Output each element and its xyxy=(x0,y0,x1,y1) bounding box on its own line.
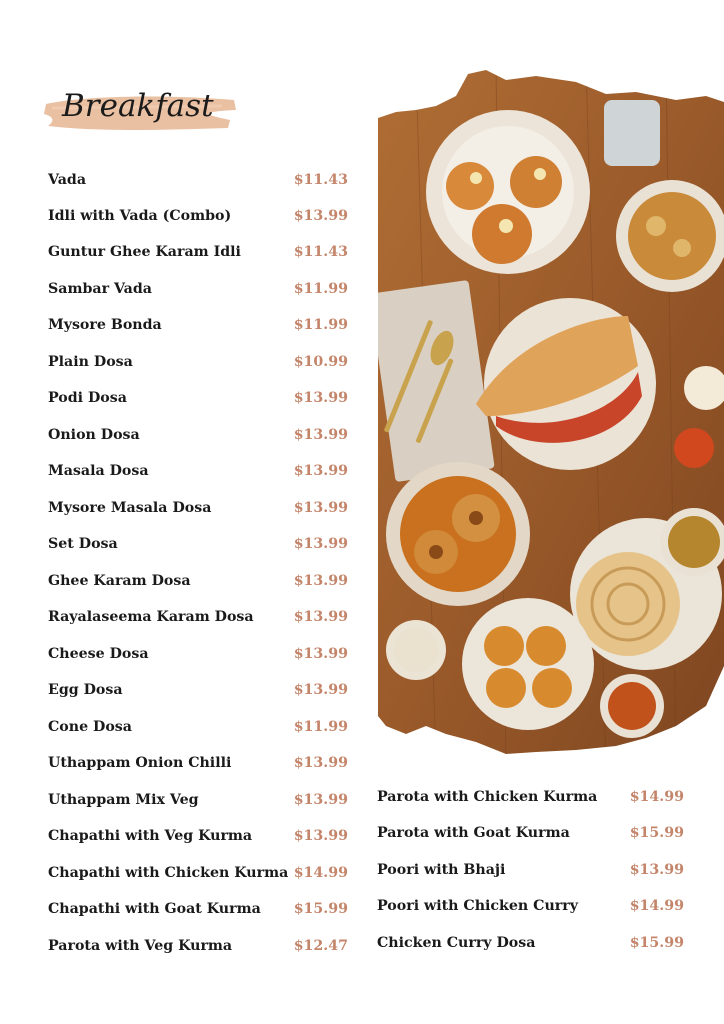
item-price: $13.99 xyxy=(293,536,348,552)
item-price: $13.99 xyxy=(293,755,348,771)
item-price: $15.99 xyxy=(629,935,684,951)
cup xyxy=(604,100,660,166)
menu-item xyxy=(48,459,348,483)
item-price: $13.99 xyxy=(293,208,348,224)
menu-item xyxy=(48,824,348,848)
item-price: $11.99 xyxy=(293,719,348,735)
item-price: $15.99 xyxy=(629,825,684,841)
item-name: Sambar Vada xyxy=(48,281,152,297)
menu-item xyxy=(377,858,684,882)
item-price: $14.99 xyxy=(629,789,684,805)
item-name: Set Dosa xyxy=(48,536,118,552)
item-name: Chapathi with Veg Kurma xyxy=(48,828,253,844)
menu-item xyxy=(48,569,348,593)
item-price: $14.99 xyxy=(629,898,684,914)
item-price: $13.99 xyxy=(293,573,348,589)
item-price: $11.43 xyxy=(293,172,348,188)
menu-item xyxy=(377,894,684,918)
item-name: Poori with Bhaji xyxy=(377,862,506,878)
menu-item xyxy=(48,642,348,666)
item-name: Guntur Ghee Karam Idli xyxy=(48,244,241,260)
item-price: $10.99 xyxy=(293,354,348,370)
menu-item xyxy=(48,423,348,447)
menu-item xyxy=(48,277,348,301)
item-name: Uthappam Mix Veg xyxy=(48,792,199,808)
item-price: $13.99 xyxy=(293,828,348,844)
menu-item xyxy=(48,788,348,812)
menu-item xyxy=(48,715,348,739)
item-name: Ghee Karam Dosa xyxy=(48,573,191,589)
item-price: $11.99 xyxy=(293,317,348,333)
item-name: Chapathi with Goat Kurma xyxy=(48,901,261,917)
item-price: $11.99 xyxy=(293,281,348,297)
menu-item xyxy=(377,931,684,955)
item-name: Uthappam Onion Chilli xyxy=(48,755,232,771)
bonda-plate xyxy=(462,598,594,730)
item-price: $14.99 xyxy=(293,865,348,881)
item-price: $13.99 xyxy=(293,390,348,406)
item-price: $11.43 xyxy=(293,244,348,260)
item-price: $13.99 xyxy=(293,792,348,808)
menu-item xyxy=(48,350,348,374)
item-name: Egg Dosa xyxy=(48,682,123,698)
menu-item xyxy=(48,934,348,958)
menu-item xyxy=(48,897,348,921)
item-name: Poori with Chicken Curry xyxy=(377,898,578,914)
item-price: $15.99 xyxy=(293,901,348,917)
menu-item xyxy=(48,861,348,885)
chutney-bowl xyxy=(674,428,714,468)
item-price: $13.99 xyxy=(629,862,684,878)
item-name: Chapathi with Chicken Kurma xyxy=(48,865,289,881)
menu-item xyxy=(377,821,684,845)
item-price: $13.99 xyxy=(293,500,348,516)
item-name: Idli with Vada (Combo) xyxy=(48,208,232,224)
item-name: Onion Dosa xyxy=(48,427,140,443)
item-price: $13.99 xyxy=(293,609,348,625)
item-name: Podi Dosa xyxy=(48,390,127,406)
item-price: $13.99 xyxy=(293,646,348,662)
item-name: Plain Dosa xyxy=(48,354,133,370)
menu-item xyxy=(48,678,348,702)
menu-item xyxy=(377,785,684,809)
menu-item xyxy=(48,605,348,629)
item-name: Vada xyxy=(48,172,87,188)
item-name: Cheese Dosa xyxy=(48,646,149,662)
item-name: Mysore Bonda xyxy=(48,317,162,333)
item-price: $13.99 xyxy=(293,682,348,698)
item-price: $13.99 xyxy=(293,463,348,479)
food-photo xyxy=(376,66,724,766)
item-price: $13.99 xyxy=(293,427,348,443)
item-name: Chicken Curry Dosa xyxy=(377,935,536,951)
item-name: Parota with Veg Kurma xyxy=(48,938,233,954)
item-name: Mysore Masala Dosa xyxy=(48,500,212,516)
menu-item xyxy=(48,386,348,410)
menu-item xyxy=(48,532,348,556)
section-title-block xyxy=(42,86,238,136)
menu-item xyxy=(48,313,348,337)
menu-item xyxy=(48,751,348,775)
menu-item xyxy=(48,204,348,228)
item-price: $12.47 xyxy=(293,938,348,954)
item-name: Parota with Chicken Kurma xyxy=(377,789,598,805)
menu-item xyxy=(48,168,348,192)
menu-item xyxy=(48,240,348,264)
section-title: Breakfast xyxy=(62,88,214,124)
item-name: Cone Dosa xyxy=(48,719,132,735)
item-name: Rayalaseema Karam Dosa xyxy=(48,609,254,625)
item-name: Masala Dosa xyxy=(48,463,149,479)
item-name: Parota with Goat Kurma xyxy=(377,825,570,841)
menu-item xyxy=(48,496,348,520)
